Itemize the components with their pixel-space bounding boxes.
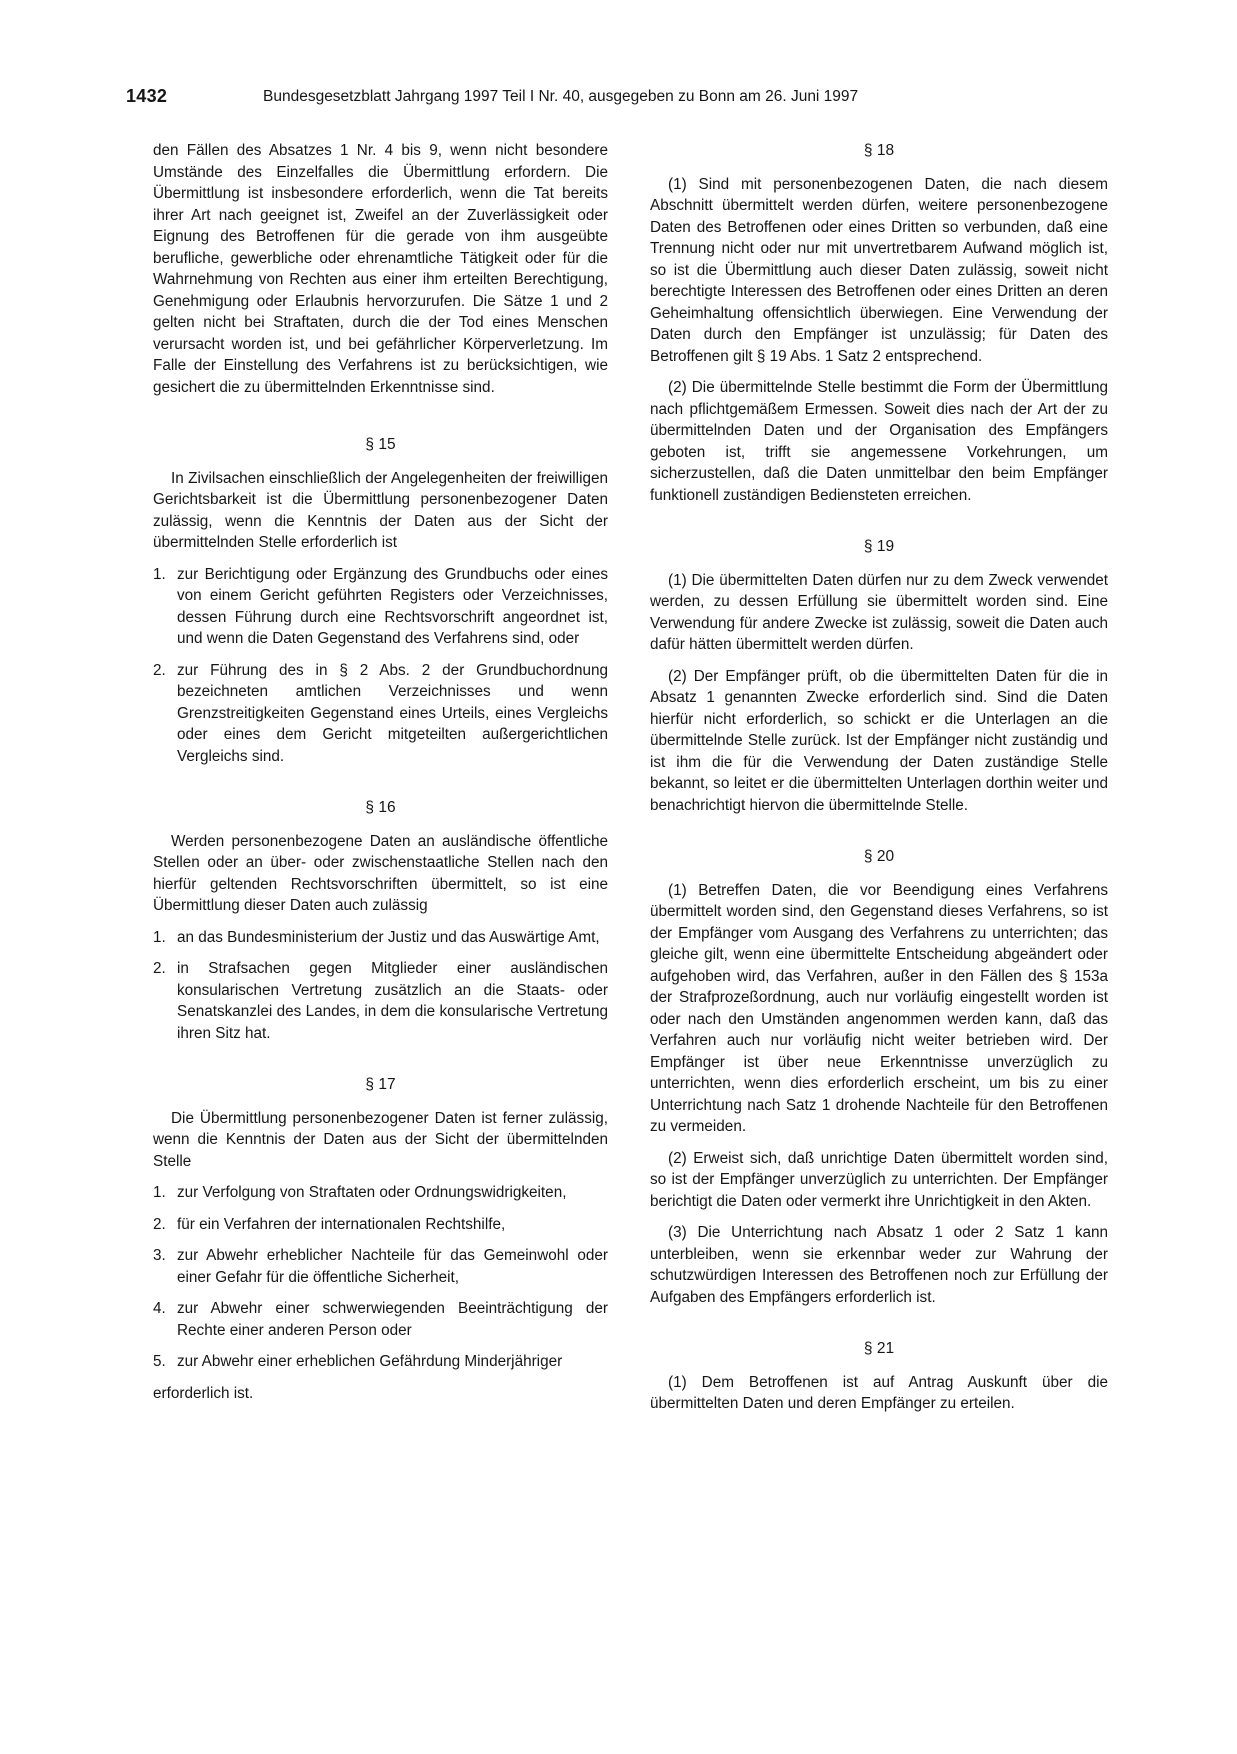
list-number: 2. — [153, 960, 166, 977]
section-20-paragraph-2: (2) Erweist sich, daß unrichtige Daten übermittelt worden sind, so ist der Empfänger unverzüglich zu unterrichten. Der Empfänger berichtigt die Daten oder vermerkt ihre Unrichtigkeit in den Akten. — [650, 1149, 1108, 1210]
section-17-closing: erforderlich ist. — [153, 1384, 254, 1402]
list-item — [153, 1182, 608, 1204]
continuation-paragraph: den Fällen des Absatzes 1 Nr. 4 bis 9, wenn nicht besondere Umstände des Einzelfalles die Übermittlung erfordern. Die Übermittlung ist insbesondere erforderlich, wenn die Tat bereits ihrer Art nach geeignet ist, Zweifel an der Zuverlässigkeit oder Eignung des Betroffenen für die gerade von ihm ausgeübte berufliche, gewerbliche oder ehrenamtliche Tätigkeit oder für die Wahrnehmung von Rechten aus einer ihm erteilten Berechtigung, Genehmigung oder Erlaubnis hervorzurufen. Die Sätze 1 und 2 gelten nicht bei Straftaten, durch die der Tod eines Menschen verursacht worden ist, und bei gefährlicher Körperverletzung. Im Falle der Einstellung des Verfahrens ist zu berücksichtigen, wie gesichert die zu übermittelnden Erkenntnisse sind. — [153, 142, 608, 396]
list-text: zur Berichtigung oder Ergänzung des Grundbuchs oder eines von einem Gericht geführten Registers oder Verzeichnisses, dessen Führung durch eine Rechtsvorschrift angeordnet ist, und wenn die Daten Gegenstand des Verfahrens sind, oder — [177, 565, 608, 647]
section-heading-21: § 21 — [863, 1340, 895, 1357]
list-number: 1. — [153, 1184, 166, 1201]
page-number: 1432 — [126, 86, 168, 106]
section-heading-17: § 17 — [365, 1076, 396, 1093]
section-19-paragraph-1: (1) Die übermittelten Daten dürfen nur zu dem Zweck verwendet werden, zu dessen Erfüllung sie übermittelt worden sind. Eine Verwendung für andere Zwecke ist zulässig, soweit die Daten auch dafür hätten übermittelt werden dürfen. — [650, 571, 1108, 653]
section-15-list — [153, 564, 608, 768]
list-text: zur Abwehr erheblicher Nachteile für das Gemeinwohl oder einer Gefahr für die öffentliche Sicherheit, — [177, 1247, 608, 1286]
section-20-paragraph-1: (1) Betreffen Daten, die vor Beendigung eines Verfahrens übermittelt worden sind, den Gegenstand dieses Verfahrens, so ist der Empfänger vom Ausgang des Verfahrens zu unterrichten; das gleiche gilt, wenn eine übermittelte Entscheidung abgeändert oder aufgehoben wird, das Verfahren, außer in den Fällen des § 153a der Strafprozeßordnung, auch nur vorläufig eingestellt worden ist oder nach den Umständen angenommen werden kann, daß das Verfahren auch nur vorläufig nicht weiter betrieben wird. Der Empfänger ist über neue Erkenntnisse unverzüglich zu unterrichten, wenn dies erforderlich erscheint, um bis zu einer Unterrichtung nach Satz 1 drohende Nachteile für den Betroffenen zu vermeiden. — [650, 881, 1108, 1135]
list-item — [153, 1351, 608, 1373]
list-number: 1. — [153, 928, 166, 946]
list-text: zur Führung des in § 2 Abs. 2 der Grundbuchordnung bezeichneten amtlichen Verzeichnisses und wenn Grenzstreitigkeiten Gegenstand eines Urteils, eines Vergleichs oder eines dem Gericht mitgeteilten außergerichtlichen Vergleichs sind. — [177, 661, 608, 765]
section-21-paragraph-1: (1) Dem Betroffenen ist auf Antrag Auskunft über die übermittelten Daten und deren Empfänger zu erteilen. — [650, 1373, 1108, 1412]
section-16-list — [153, 927, 608, 1045]
list-item — [153, 660, 608, 768]
section-15-intro: In Zivilsachen einschließlich der Angelegenheiten der freiwilligen Gerichtsbarkeit ist die Übermittlung personenbezogener Daten zulässig, wenn die Kenntnis der Daten aus der Sicht der übermittelnden Stelle erforderlich ist — [153, 469, 608, 551]
list-item — [153, 1214, 608, 1236]
list-number: 1. — [153, 565, 166, 583]
list-number: 2. — [153, 1215, 166, 1233]
section-heading-18: § 18 — [863, 142, 895, 159]
list-item — [153, 564, 608, 650]
list-number: 4. — [153, 1300, 166, 1317]
list-item — [153, 927, 608, 949]
section-heading-15: § 15 — [365, 436, 396, 453]
section-17-intro: Die Übermittlung personenbezogener Daten ist ferner zulässig, wenn die Kenntnis der Daten aus der Sicht der übermittelnden Stelle — [153, 1109, 608, 1170]
left-column — [153, 140, 608, 1414]
list-text: in Strafsachen gegen Mitglieder einer ausländischen konsularischen Vertretung zusätzlich an die Staats- oder Senatskanzlei des Landes, in dem die konsularische Vertretung ihren Sitz hat. — [177, 960, 608, 1042]
list-text: für ein Verfahren der internationalen Rechtshilfe, — [177, 1215, 506, 1233]
section-17-list — [153, 1182, 608, 1373]
section-heading-20: § 20 — [863, 848, 895, 865]
list-number: 5. — [153, 1353, 166, 1370]
list-number: 2. — [153, 661, 166, 679]
list-text: zur Verfolgung von Straftaten oder Ordnungswidrigkeiten, — [177, 1184, 567, 1201]
section-20-paragraph-3: (3) Die Unterrichtung nach Absatz 1 oder 2 Satz 1 kann unterbleiben, wenn sie erkennbar weder zur Wahrung der schutzwürdigen Interessen des Betroffenen noch zur Erfüllung der Aufgaben des Empfängers erforderlich ist. — [650, 1224, 1108, 1306]
section-16-intro: Werden personenbezogene Daten an ausländische öffentliche Stellen oder an über- oder zwischenstaatliche Stellen nach den hierfür geltenden Rechtsvorschriften übermittelt, so ist eine Übermittlung dieser Daten auch zulässig — [153, 832, 608, 914]
list-item — [153, 1298, 608, 1341]
list-text: zur Abwehr einer erheblichen Gefährdung Minderjähriger — [177, 1353, 563, 1370]
list-item — [153, 958, 608, 1044]
list-text: an das Bundesministerium der Justiz und das Auswärtige Amt, — [177, 928, 600, 946]
section-heading-16: § 16 — [365, 799, 396, 816]
list-item — [153, 1245, 608, 1288]
section-18-paragraph-1: (1) Sind mit personenbezogenen Daten, die nach diesem Abschnitt übermittelt werden dürfen, weitere personenbezogene Daten des Betroffenen oder eines Dritten so verbunden, daß eine Trennung nicht oder nur mit unvertretbarem Aufwand möglich ist, so ist die Übermittlung auch dieser Daten zulässig, soweit nicht berechtigte Interessen des Betroffenen oder eines Dritten an deren Geheimhaltung offensichtlich überwiegen. Eine Verwendung der Daten durch den Empfänger ist unzulässig; für Daten des Betroffenen gilt § 19 Abs. 1 Satz 2 entsprechend. — [650, 175, 1108, 365]
section-18-paragraph-2: (2) Die übermittelnde Stelle bestimmt die Form der Übermittlung nach pflichtgemäßem Ermessen. Soweit dies nach der Art der zu übermittelnden Daten und der Organisation des Empfängers geboten ist, trifft sie angemessene Vorkehrungen, um sicherzustellen, daß die Daten unmittelbar den beim Empfänger funktionell zuständigen Bediensteten erreichen. — [650, 379, 1108, 504]
section-heading-19: § 19 — [863, 538, 895, 555]
right-column — [650, 140, 1108, 1425]
running-head: Bundesgesetzblatt Jahrgang 1997 Teil I Nr. 40, ausgegeben zu Bonn am 26. Juni 1997 — [263, 88, 859, 105]
section-19-paragraph-2: (2) Der Empfänger prüft, ob die übermittelten Daten für die in Absatz 1 genannten Zwecke erforderlich sind. Sind die Daten hierfür nicht erforderlich, so schickt er die Unterlagen an die übermittelnde Stelle zurück. Ist der Empfänger nicht zuständig und ist ihm die für die Verwendung der Daten zuständige Stelle bekannt, so leitet er die übermittelten Unterlagen dorthin weiter und benachrichtigt hiervon die übermittelnde Stelle. — [650, 667, 1108, 814]
list-text: zur Abwehr einer schwerwiegenden Beeinträchtigung der Rechte einer anderen Person oder — [177, 1300, 608, 1339]
list-number: 3. — [153, 1247, 166, 1264]
